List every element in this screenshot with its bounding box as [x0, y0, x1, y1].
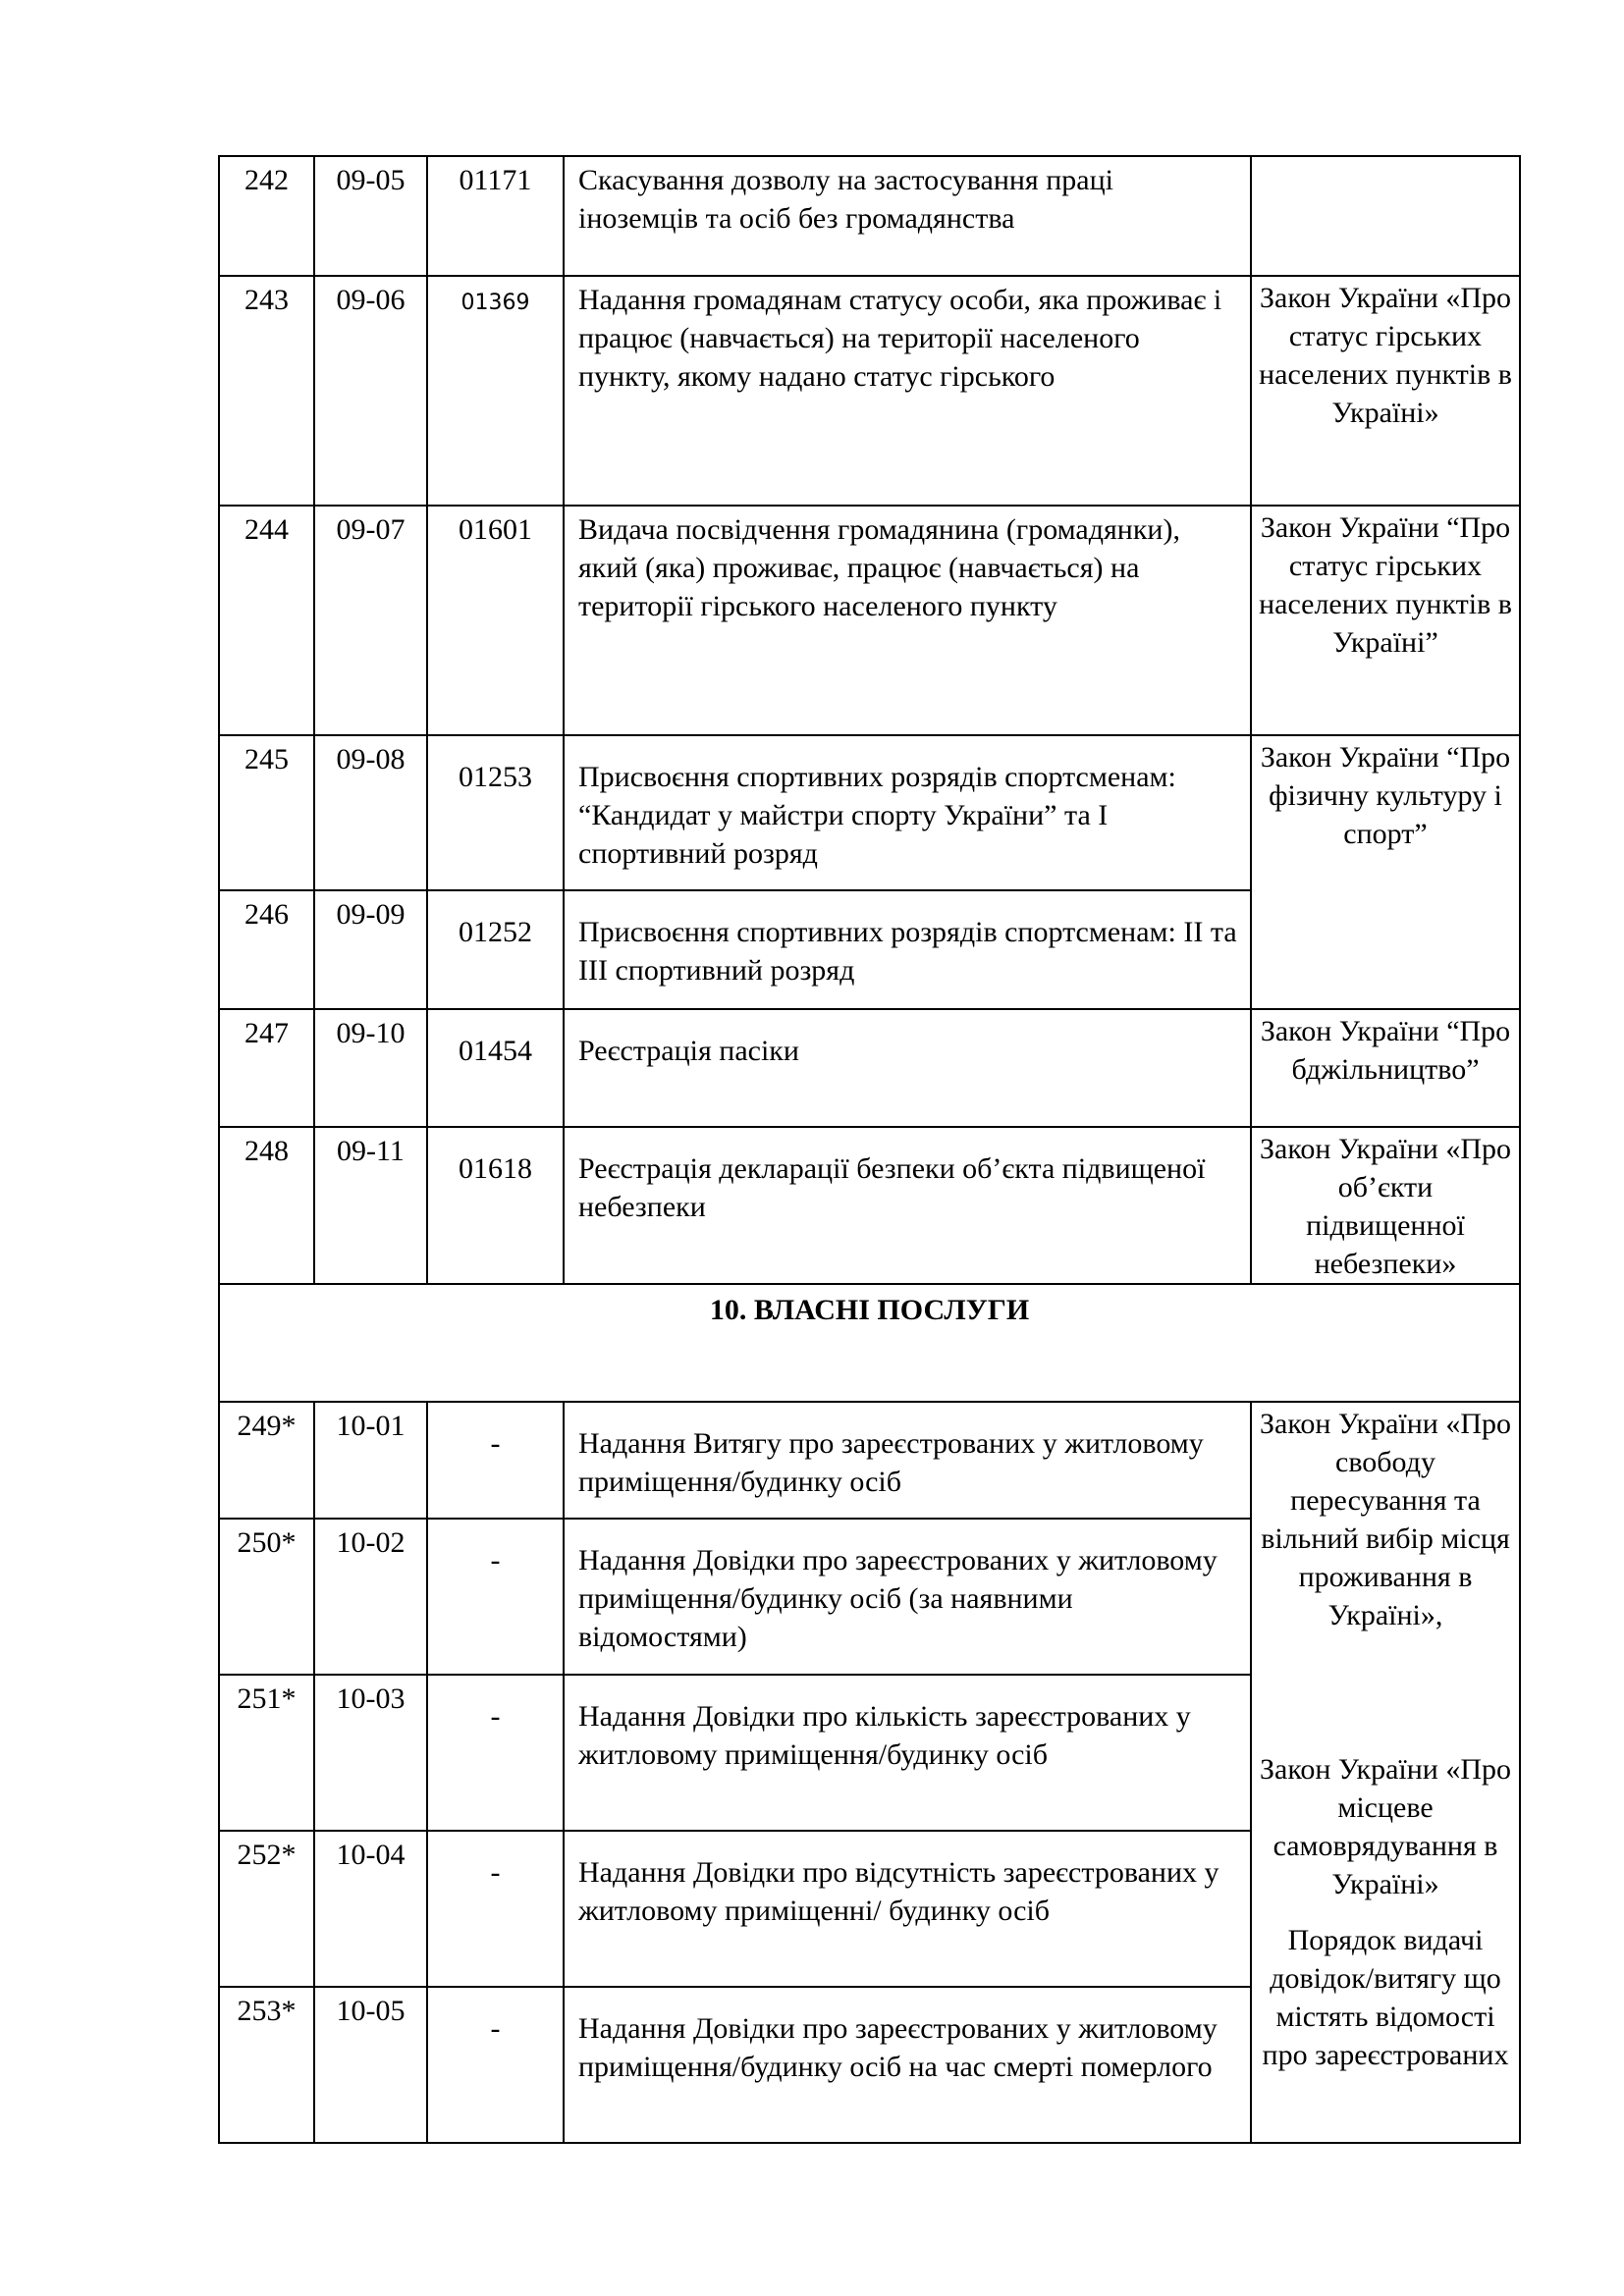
row-code: 09-07 — [314, 506, 427, 735]
law-gap — [1258, 1634, 1513, 1750]
row-description — [564, 1127, 1251, 1284]
row-description — [564, 1831, 1251, 1987]
row-id — [427, 276, 564, 506]
row-id — [427, 1831, 564, 1987]
row-number: 247 — [219, 1009, 314, 1127]
row-id-text: 01369 — [460, 291, 530, 315]
row-description — [564, 735, 1251, 890]
table-row — [219, 1402, 1520, 1519]
table-row — [219, 1009, 1520, 1127]
row-law — [1251, 1402, 1520, 2143]
row-id-text: - — [490, 2012, 501, 2045]
services-table — [218, 155, 1521, 2144]
row-number: 242 — [219, 156, 314, 276]
row-code: 09-08 — [314, 735, 427, 890]
row-id-text: 01252 — [459, 916, 532, 948]
row-law: Закон України “Про фізичну культуру і спорт” — [1251, 735, 1520, 1009]
row-id-text: - — [490, 1544, 501, 1576]
row-description-text: Реєстрація декларації безпеки об’єкта підвищеної небезпеки — [578, 1152, 1206, 1223]
row-number: 244 — [219, 506, 314, 735]
row-law: Закон України “Про статус гірських населених пунктів в Україні” — [1251, 506, 1520, 735]
row-id-text: - — [490, 1700, 501, 1733]
row-code: 09-05 — [314, 156, 427, 276]
row-description-text: Присвоєння спортивних розрядів спортсменам: II та III спортивний розряд — [578, 916, 1237, 987]
row-code: 10-02 — [314, 1519, 427, 1675]
row-code: 10-04 — [314, 1831, 427, 1987]
row-number: 246 — [219, 890, 314, 1009]
row-id-text: - — [490, 1427, 501, 1460]
row-id — [427, 1402, 564, 1519]
row-description: Видача посвідчення громадянина (громадянки), який (яка) проживає, працює (навчається) на території гірського населеного пункту — [564, 506, 1251, 735]
row-id-text: 01618 — [459, 1152, 532, 1185]
row-description-text: Надання Довідки про зареєстрованих у житловому приміщення/будинку осіб на час смерті померлого — [578, 2012, 1218, 2083]
row-code: 10-01 — [314, 1402, 427, 1519]
row-description-text: Надання Довідки про відсутність зареєстрованих у житловому приміщенні/ будинку осіб — [578, 1856, 1219, 1927]
law-gap — [1258, 1903, 1513, 1921]
row-law: Закон України «Про статус гірських населених пунктів в Україні» — [1251, 276, 1520, 506]
row-id: 01601 — [427, 506, 564, 735]
row-id — [427, 1675, 564, 1831]
law-text-2: Закон України «Про місцеве самоврядування в Україні» — [1259, 1753, 1512, 1900]
row-description — [564, 1675, 1251, 1831]
row-law: Закон України “Про бджільництво” — [1251, 1009, 1520, 1127]
row-id — [427, 1987, 564, 2143]
row-description — [564, 1519, 1251, 1675]
row-id — [427, 890, 564, 1009]
row-id-text: - — [490, 1856, 501, 1889]
row-number: 252* — [219, 1831, 314, 1987]
table-row — [219, 735, 1520, 890]
row-description-text: Надання Витягу про зареєстрованих у житловому приміщення/будинку осіб — [578, 1427, 1204, 1498]
row-description: Скасування дозволу на застосування праці іноземців та осіб без громадянства — [564, 156, 1251, 276]
row-description: Надання громадянам статусу особи, яка проживає і працює (навчається) на території населеного пункту, якому надано статус гірського — [564, 276, 1251, 506]
row-description-text: Присвоєння спортивних розрядів спортсменам: “Кандидат у майстри спорту України” та I спортивний розряд — [578, 761, 1176, 870]
row-number: 245 — [219, 735, 314, 890]
section-title: 10. ВЛАСНІ ПОСЛУГИ — [219, 1284, 1520, 1402]
row-code: 09-11 — [314, 1127, 427, 1284]
row-id — [427, 1127, 564, 1284]
row-id — [427, 1519, 564, 1675]
row-law — [1251, 156, 1520, 276]
law-text-1: Закон України «Про свободу пересування та вільний вибір місця проживання в Україні», — [1259, 1408, 1512, 1631]
table-row — [219, 506, 1520, 735]
row-description — [564, 1402, 1251, 1519]
row-description-text: Надання Довідки про кількість зареєстрованих у житловому приміщення/будинку осіб — [578, 1700, 1191, 1771]
document-page — [218, 155, 1521, 2144]
row-number: 249* — [219, 1402, 314, 1519]
table-row — [219, 1127, 1520, 1284]
row-id — [427, 1009, 564, 1127]
row-code: 10-05 — [314, 1987, 427, 2143]
row-id: 01171 — [427, 156, 564, 276]
row-code: 09-09 — [314, 890, 427, 1009]
law-text-3: Порядок видачі довідок/витягу що містять відомості про зареєстрованих — [1262, 1924, 1509, 2071]
row-id — [427, 735, 564, 890]
row-description — [564, 890, 1251, 1009]
row-code: 10-03 — [314, 1675, 427, 1831]
row-law: Закон України «Про об’єкти підвищенної небезпеки» — [1251, 1127, 1520, 1284]
table-row — [219, 156, 1520, 276]
table-row — [219, 276, 1520, 506]
row-description — [564, 1009, 1251, 1127]
row-id-text: 01454 — [459, 1035, 532, 1067]
row-number: 251* — [219, 1675, 314, 1831]
row-description-text: Реєстрація пасіки — [578, 1035, 799, 1067]
row-id-text: 01253 — [459, 761, 532, 793]
row-description-text: Надання Довідки про зареєстрованих у житловому приміщення/будинку осіб (за наявними відомостями) — [578, 1544, 1218, 1653]
row-number: 243 — [219, 276, 314, 506]
row-code: 09-06 — [314, 276, 427, 506]
row-code: 09-10 — [314, 1009, 427, 1127]
row-number: 253* — [219, 1987, 314, 2143]
row-number: 248 — [219, 1127, 314, 1284]
row-number: 250* — [219, 1519, 314, 1675]
section-row — [219, 1284, 1520, 1402]
row-description — [564, 1987, 1251, 2143]
